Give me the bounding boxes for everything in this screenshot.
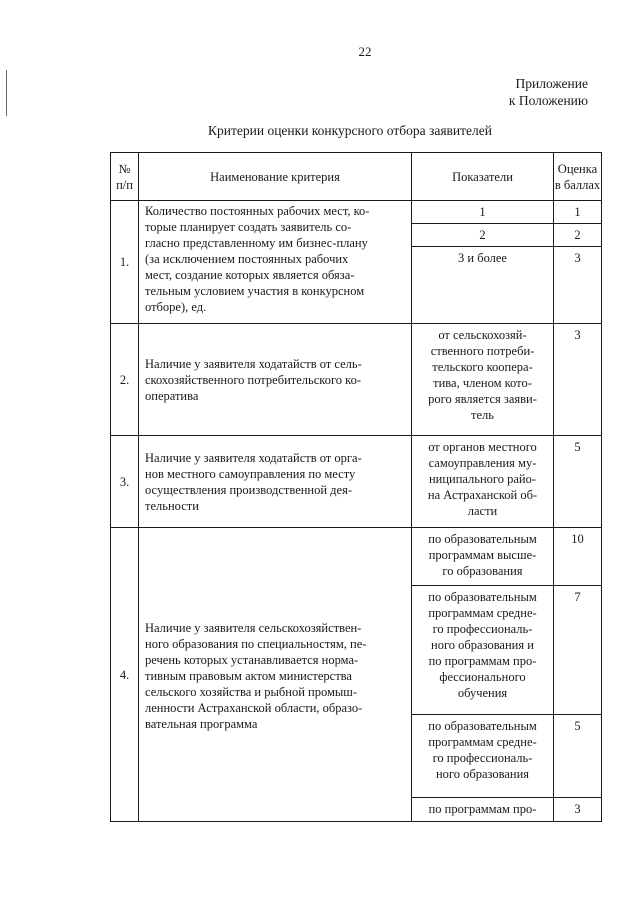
indicator-cell xyxy=(412,798,554,822)
text-line: программам средне- xyxy=(428,606,537,620)
text-line: Наличие у заявителя ходатайств от сель- xyxy=(145,356,362,371)
text-line: отборе), ед. xyxy=(145,300,207,314)
score-cell: 2 xyxy=(554,224,602,247)
text-line: по программам про- xyxy=(428,654,537,668)
text-line: сельского хозяйства и рыбной промыш- xyxy=(145,685,358,699)
text-line: ственного потреби- xyxy=(430,344,535,358)
text-line: осуществления производственной дея- xyxy=(145,482,353,497)
table-header-row xyxy=(111,153,602,201)
criterion-name xyxy=(139,324,412,436)
text-line: по программам про- xyxy=(428,802,537,816)
text-line: Наличие у заявителя ходатайств от орга- xyxy=(145,450,362,465)
text-line: Наличие у заявителя сельскохозяйствен- xyxy=(145,621,362,635)
text-line: Количество постоянных рабочих мест, ко- xyxy=(145,204,370,218)
text-line: 1 xyxy=(479,204,486,219)
text-line: программам средне- xyxy=(428,735,537,749)
text-line: ного образования по специальностям, пе- xyxy=(145,637,367,651)
criterion-name xyxy=(139,436,412,528)
appendix-line-1: Приложение xyxy=(515,76,588,91)
text-line: ниципального райо- xyxy=(428,472,537,486)
text-line: самоуправления му- xyxy=(428,456,537,470)
criterion-number: 4. xyxy=(111,528,139,822)
text-line: от сельскохозяй- xyxy=(438,328,527,342)
criterion-number: 3. xyxy=(111,436,139,528)
text-line: гласно представленному им бизнес-плану xyxy=(145,236,368,250)
score-cell: 3 xyxy=(554,798,602,822)
criterion-number: 1. xyxy=(111,201,139,324)
text-line: го профессиональ- xyxy=(432,622,533,636)
criterion-name xyxy=(139,201,412,324)
indicator-cell xyxy=(412,201,554,224)
text-line: ного образования и xyxy=(431,638,534,652)
criterion-number: 2. xyxy=(111,324,139,436)
page-number: 22 xyxy=(358,44,372,59)
appendix-line-2: к Положению xyxy=(508,93,588,108)
header-criterion-name: Наименование критерия xyxy=(139,153,412,201)
score-cell: 7 xyxy=(554,586,602,715)
header-score: Оценка в баллах xyxy=(554,153,602,201)
text-line: 3 и более xyxy=(458,251,507,265)
text-line: оператива xyxy=(145,388,199,403)
table-row xyxy=(111,324,602,436)
text-line: от органов местного xyxy=(428,440,537,454)
text-line: 2 xyxy=(479,227,486,242)
text-line: скохозяйственного потребительского ко- xyxy=(145,372,361,387)
criterion-name xyxy=(139,528,412,822)
document-title: Критерии оценки конкурсного отбора заявителей xyxy=(208,123,492,138)
text-line: по образовательным xyxy=(428,590,537,604)
text-line: тельности xyxy=(145,498,199,513)
indicator-cell xyxy=(412,586,554,715)
text-line: го образования xyxy=(442,564,523,578)
table-row xyxy=(111,528,602,586)
score-cell: 5 xyxy=(554,436,602,528)
appendix-caption xyxy=(509,75,588,109)
text-line: го профессиональ- xyxy=(432,751,533,765)
text-line: (за исключением постоянных рабочих xyxy=(145,252,349,266)
indicator-cell xyxy=(412,247,554,324)
indicator-cell xyxy=(412,528,554,586)
text-line: мест, создание которых является обяза- xyxy=(145,268,355,282)
text-line: речень которых устанавливается норма- xyxy=(145,653,359,667)
text-line: тивным правовым актом министерства xyxy=(145,669,352,683)
indicator-cell xyxy=(412,224,554,247)
text-line: тельского коопера- xyxy=(432,360,533,374)
text-line: тельным условием участия в конкурсном xyxy=(145,284,365,298)
text-line: ленности Астраханской области, образо- xyxy=(145,701,363,715)
indicator-cell xyxy=(412,436,554,528)
criteria-table-body xyxy=(111,201,602,822)
page-edge-mark xyxy=(6,70,7,116)
text-line: фессионального xyxy=(439,670,526,684)
text-line: рого является заяви- xyxy=(428,392,537,406)
text-line: нов местного самоуправления по месту xyxy=(145,466,356,481)
text-line: ного образования xyxy=(435,767,530,781)
text-line: программам высше- xyxy=(428,548,537,562)
text-line: тива, членом кото- xyxy=(433,376,532,390)
criteria-table xyxy=(110,152,602,822)
score-cell: 1 xyxy=(554,201,602,224)
text-line: на Астраханской об- xyxy=(427,488,538,502)
text-line: по образовательным xyxy=(428,719,537,733)
score-cell: 10 xyxy=(554,528,602,586)
score-cell: 3 xyxy=(554,247,602,324)
score-cell: 5 xyxy=(554,715,602,798)
table-row xyxy=(111,201,602,224)
table-row xyxy=(111,436,602,528)
text-line: по образовательным xyxy=(428,532,537,546)
text-line: обучения xyxy=(457,686,508,700)
header-num: № п/п xyxy=(111,153,139,201)
text-line: вательная программа xyxy=(145,717,258,731)
indicator-cell xyxy=(412,715,554,798)
text-line: тель xyxy=(471,408,494,422)
indicator-cell xyxy=(412,324,554,436)
header-indicators: Показатели xyxy=(412,153,554,201)
score-cell: 3 xyxy=(554,324,602,436)
text-line: торые планирует создать заявитель со- xyxy=(145,220,352,234)
text-line: ласти xyxy=(467,504,498,518)
